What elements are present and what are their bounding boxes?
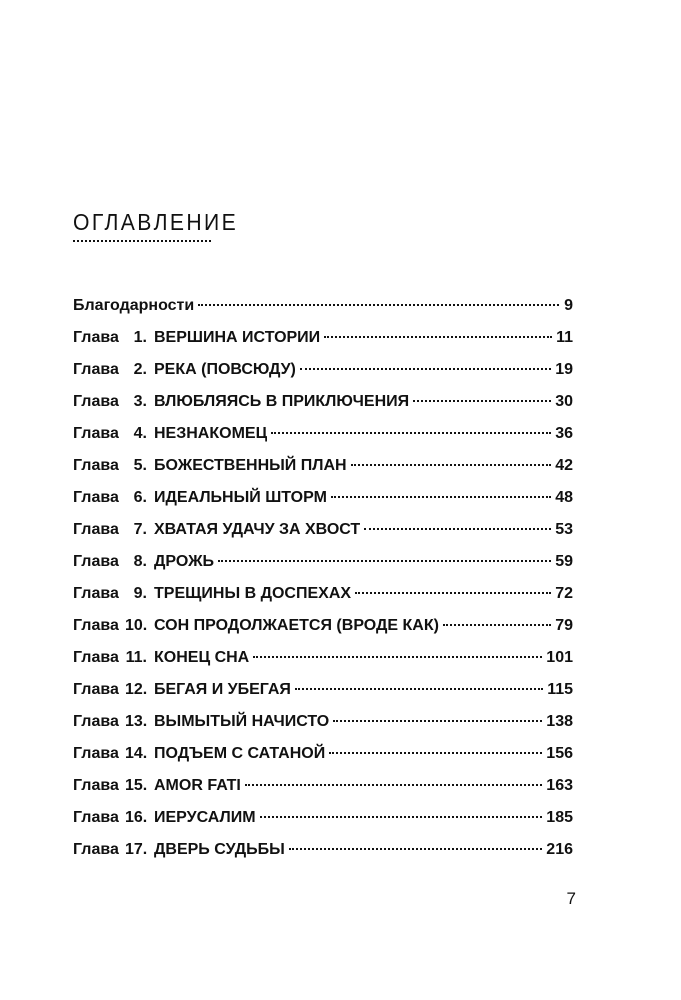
page-reference: 185 [546,809,573,826]
dot-leader [355,592,551,594]
chapter-label: Глава [73,329,119,346]
page-reference: 30 [555,393,573,410]
chapter-title: ИДЕАЛЬНЫЙ ШТОРМ [154,489,327,506]
chapter-title: ТРЕЩИНЫ В ДОСПЕХАХ [154,585,352,602]
chapter-title: РЕКА (ПОВСЮДУ) [154,361,296,378]
toc-entry[interactable] [73,806,573,838]
chapter-label: Глава [73,361,119,378]
page-reference: 138 [546,713,573,730]
dot-leader [364,528,551,530]
page-reference: 53 [555,521,573,538]
dot-leader [351,464,552,466]
chapter-label: Глава [73,521,119,538]
chapter-number: 5. [133,457,147,474]
chapter-title: AMOR FATI [154,777,241,794]
chapter-label: Глава [73,841,119,858]
dot-leader [271,432,551,434]
dot-leader [331,496,551,498]
chapter-number: 1. [133,329,147,346]
toc-entry[interactable] [73,454,573,486]
chapter-number: 7. [133,521,147,538]
toc-entry[interactable] [73,774,573,806]
page-reference: 48 [555,489,573,506]
toc-entry[interactable] [73,518,573,550]
dot-leader [324,336,552,338]
page-reference: 59 [555,553,573,570]
dot-leader [329,752,542,754]
dot-leader [260,816,543,818]
toc-entry[interactable] [73,582,573,614]
chapter-number: 12. [125,681,148,698]
chapter-label: Глава [73,777,119,794]
chapter-label: Глава [73,489,119,506]
page-reference: 11 [556,329,573,346]
chapter-title: СОН ПРОДОЛЖАЕТСЯ (ВРОДЕ КАК) [154,617,439,634]
toc-entry[interactable] [73,422,573,454]
dot-leader [333,720,542,722]
chapter-number: 15. [125,777,148,794]
chapter-label: Глава [73,713,119,730]
toc-entry[interactable] [73,294,573,326]
chapter-label: Глава [73,745,119,762]
chapter-label: Глава [73,681,119,698]
chapter-title: БОЖЕСТВЕННЫЙ ПЛАН [154,457,347,474]
dot-leader [245,784,542,786]
chapter-number: 8. [133,553,147,570]
chapter-title: ВЕРШИНА ИСТОРИИ [154,329,321,346]
toc-entry[interactable] [73,742,573,774]
chapter-title: Благодарности [73,297,195,314]
toc-heading-block [73,208,253,242]
chapter-number: 3. [133,393,147,410]
chapter-number: 13. [125,713,148,730]
chapter-title: ДРОЖЬ [154,553,215,570]
chapter-label: Глава [73,585,119,602]
toc-entry[interactable] [73,614,573,646]
chapter-number: 6. [133,489,147,506]
chapter-label: Глава [73,457,119,474]
toc-entry[interactable] [73,390,573,422]
chapter-title: ВЛЮБЛЯЯСЬ В ПРИКЛЮЧЕНИЯ [154,393,410,410]
chapter-number: 4. [133,425,147,442]
chapter-number: 10. [125,617,148,634]
heading-dotted-underline [73,240,211,242]
chapter-label: Глава [73,809,119,826]
chapter-title: ВЫМЫТЫЙ НАЧИСТО [154,713,330,730]
page-reference: 216 [546,841,573,858]
page-reference: 101 [546,649,573,666]
toc-entry[interactable] [73,710,573,742]
toc-entry[interactable] [73,486,573,518]
dot-leader [253,656,542,658]
page-reference: 72 [555,585,573,602]
chapter-number: 16. [125,809,148,826]
toc-entry[interactable] [73,358,573,390]
dot-leader [218,560,551,562]
toc-entry[interactable] [73,838,573,870]
dot-leader [443,624,551,626]
chapter-title: КОНЕЦ СНА [154,649,250,666]
toc-entry[interactable] [73,646,573,678]
page-reference: 79 [555,617,573,634]
chapter-title: НЕЗНАКОМЕЦ [154,425,268,442]
dot-leader [295,688,543,690]
page-reference: 19 [555,361,573,378]
chapter-number: 9. [133,585,147,602]
page-reference: 163 [546,777,573,794]
page-title: ОГЛАВЛЕНИЕ [73,209,239,235]
dot-leader [289,848,543,850]
dot-leader [413,400,551,402]
dot-leader [300,368,551,370]
page-reference: 42 [555,457,573,474]
chapter-title: ПОДЪЕМ С САТАНОЙ [154,745,326,762]
page-number: 7 [566,889,576,908]
chapter-label: Глава [73,553,119,570]
dot-leader [198,304,559,306]
page-reference: 115 [547,681,573,698]
page-reference: 36 [555,425,573,442]
page-reference: 9 [564,297,573,314]
chapter-label: Глава [73,393,119,410]
chapter-label: Глава [73,425,119,442]
chapter-number: 17. [125,841,148,858]
toc-entry[interactable] [73,326,573,358]
toc-entry[interactable] [73,550,573,582]
chapter-title: ХВАТАЯ УДАЧУ ЗА ХВОСТ [154,521,361,538]
chapter-number: 14. [125,745,148,762]
chapter-title: ИЕРУСАЛИМ [154,809,256,826]
chapter-number: 11. [125,649,147,666]
chapter-number: 2. [133,361,147,378]
chapter-label: Глава [73,649,119,666]
chapter-label: Глава [73,617,119,634]
toc-entry[interactable] [73,678,573,710]
chapter-title: БЕГАЯ И УБЕГАЯ [154,681,291,698]
table-of-contents [73,294,573,870]
chapter-title: ДВЕРЬ СУДЬБЫ [154,841,285,858]
page-reference: 156 [546,745,573,762]
